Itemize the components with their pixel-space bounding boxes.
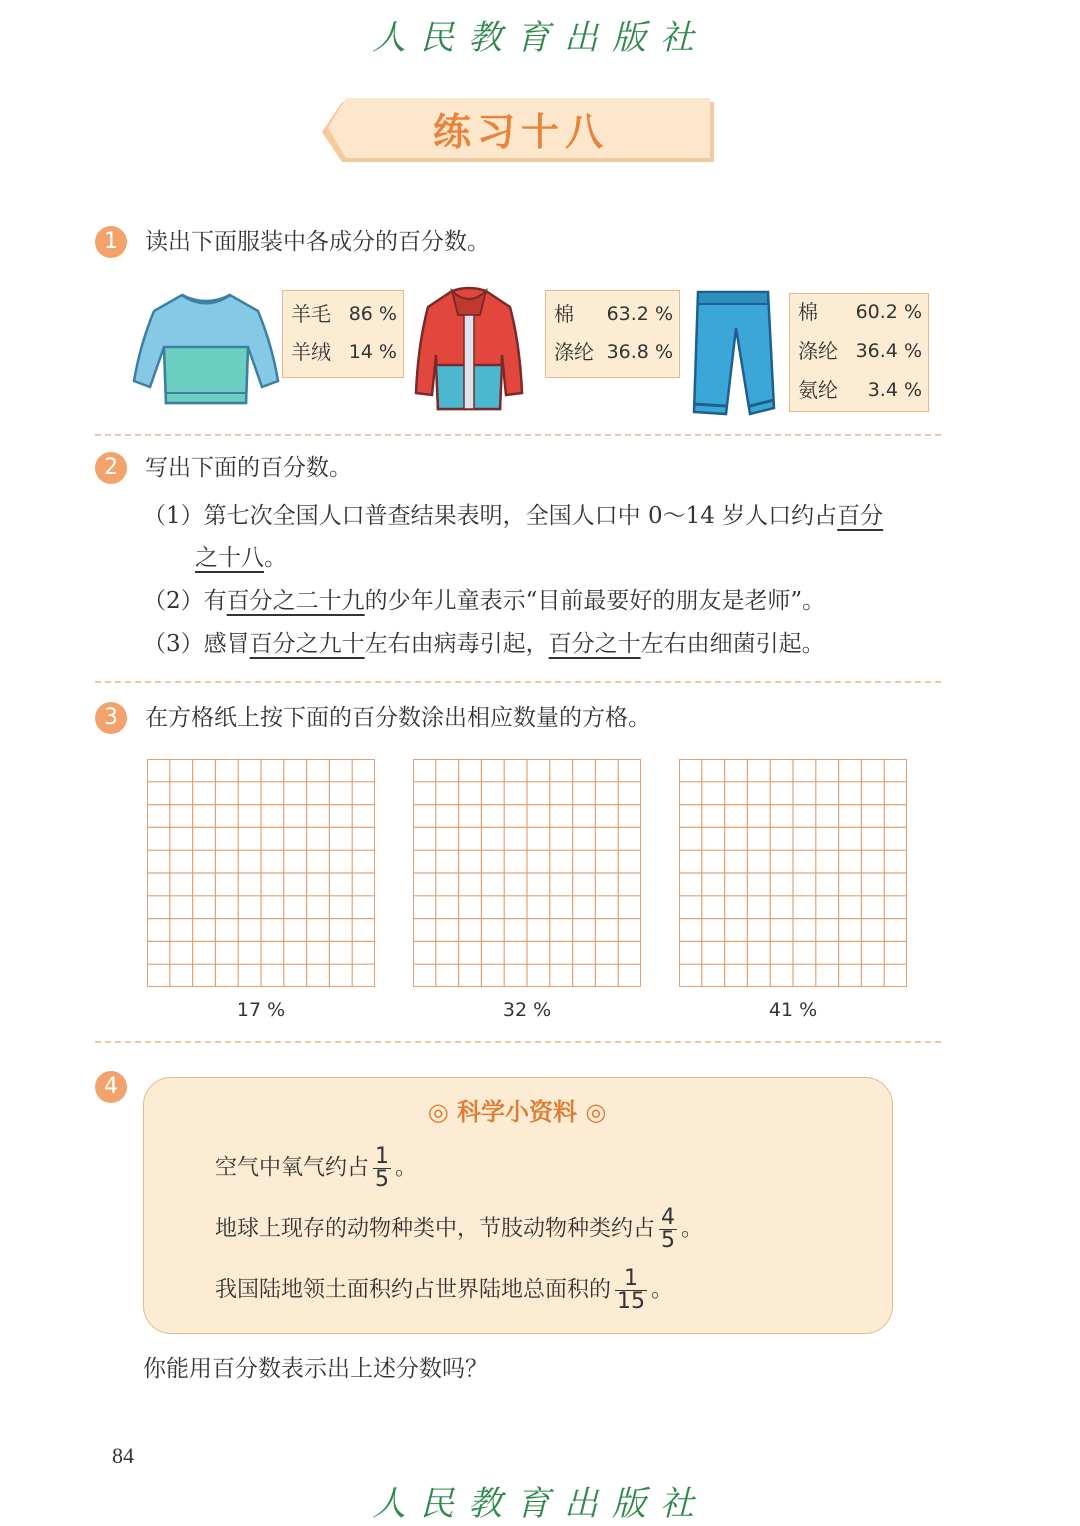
- science-fact-2: 地球上现存的动物种类中，节肢动物种类约占 $\frac{4}{5}$ 。: [215, 1205, 704, 1253]
- question-1-text: 读出下面服装中各成分的百分数。: [145, 229, 490, 255]
- science-facts-title: ◎ 科学小资料 ◎: [427, 1098, 607, 1126]
- publisher-header: 人民教育出版社: [372, 18, 708, 58]
- fraction: $\frac{4}{5}$: [661, 1205, 676, 1253]
- question-2-text: 写出下面的百分数。: [145, 455, 352, 481]
- divider: [95, 1041, 941, 1043]
- question-2-item-3: （3）感冒百分之九十左右由病毒引起，百分之十左右由细菌引起。: [143, 631, 825, 657]
- sweater-image: [132, 285, 280, 413]
- material-box-pants: 棉 60.2 % 涤纶 36.4 % 氨纶 3.4 %: [789, 293, 929, 412]
- material-box-sweater: 羊毛 86 % 羊绒 14 %: [282, 290, 404, 378]
- question-3-text: 在方格纸上按下面的百分数涂出相应数量的方格。: [145, 705, 651, 731]
- question-2-item-1: （1）第七次全国人口普查结果表明，全国人口中 0～14 岁人口约占百分: [143, 503, 884, 529]
- question-4-text: 你能用百分数表示出上述分数吗？: [143, 1356, 488, 1382]
- page-number: 84: [112, 1443, 134, 1468]
- jacket-image: [414, 285, 524, 415]
- grid-label-32: 32 %: [502, 999, 552, 1021]
- science-fact-3: 我国陆地领土面积约占世界陆地总面积的 $\frac{1}{15}$ 。: [215, 1266, 674, 1314]
- pants-image: [686, 288, 778, 422]
- science-fact-1: 空气中氧气约占 $\frac{1}{5}$ 。: [215, 1144, 418, 1192]
- grid-label-41: 41 %: [768, 999, 818, 1021]
- page-title: 练习十八: [432, 110, 609, 154]
- divider: [95, 681, 941, 683]
- grid-paper-17[interactable]: [147, 759, 375, 987]
- fraction: $\frac{1}{15}$: [617, 1266, 646, 1314]
- question-number-4: 4: [95, 1071, 127, 1103]
- grid-label-17: 17 %: [236, 999, 286, 1021]
- question-number-1: 1: [95, 226, 127, 258]
- question-2-item-1-cont: 之十八。: [195, 545, 287, 571]
- divider: [95, 434, 941, 436]
- question-number-3: 3: [95, 702, 127, 734]
- grid-paper-32[interactable]: [413, 759, 641, 987]
- publisher-footer: 人民教育出版社: [372, 1484, 708, 1524]
- question-2-item-2: （2）有百分之二十九的少年儿童表示“目前最要好的朋友是老师”。: [143, 588, 826, 614]
- material-box-jacket: 棉 63.2 % 涤纶 36.8 %: [545, 290, 680, 378]
- grid-paper-41[interactable]: [679, 759, 907, 987]
- question-number-2: 2: [95, 452, 127, 484]
- fraction: $\frac{1}{5}$: [375, 1144, 390, 1192]
